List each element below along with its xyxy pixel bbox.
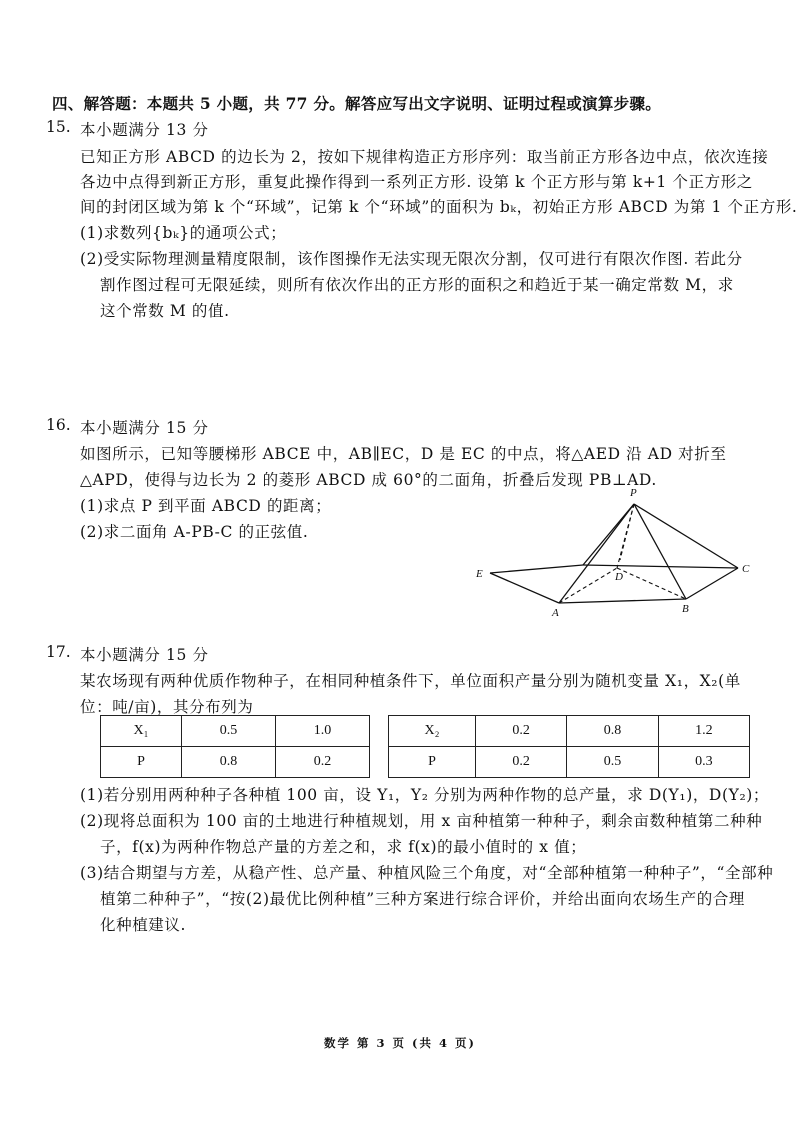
q15-sub2-line-1: (2)受实际物理测量精度限制，该作图操作无法实现无限次分割，仅可进行有限次作图. 若此分 bbox=[80, 250, 743, 268]
table-cell: 0.5 bbox=[182, 716, 276, 747]
edge-P-C bbox=[634, 504, 738, 568]
label-C: C bbox=[742, 563, 750, 575]
page-footer: 数学 第 3 页 (共 4 页) bbox=[324, 1036, 476, 1050]
label-P: P bbox=[630, 487, 637, 499]
edge-top-C bbox=[583, 565, 738, 568]
q16-title: 本小题满分 15 分 bbox=[80, 419, 209, 437]
table-row bbox=[101, 716, 370, 747]
hidden-edge-D-B bbox=[617, 568, 686, 599]
table-cell: X₁ bbox=[101, 716, 182, 747]
q17-line-1: 某农场现有两种优质作物种子，在相同种植条件下，单位面积产量分别为随机变量 X₁，X₂(单 bbox=[80, 672, 741, 690]
table-cell: 0.8 bbox=[182, 747, 276, 778]
q15-line-2: 各边中点得到新正方形，重复此操作得到一系列正方形. 设第 k 个正方形与第 k+1 个正方形之 bbox=[80, 173, 753, 191]
q16-sub2: (2)求二面角 A-PB-C 的正弦值. bbox=[80, 523, 309, 541]
q16-line-1: 如图所示，已知等腰梯形 ABCE 中，AB∥EC，D 是 EC 的中点，将△AED 沿 AD 对折至 bbox=[80, 445, 727, 463]
table-cell: P bbox=[101, 747, 182, 778]
table-cell: 0.8 bbox=[567, 716, 658, 747]
table-cell: X₂ bbox=[389, 716, 476, 747]
table-row bbox=[389, 747, 750, 778]
q17-sub3-line-3: 化种植建议. bbox=[100, 916, 187, 934]
q17-sub1: (1)若分别用两种种子各种植 100 亩，设 Y₁，Y₂ 分别为两种作物的总产量，求 D(Y₁)，D(Y₂)； bbox=[80, 786, 770, 804]
edge-P-B bbox=[634, 504, 686, 599]
hidden-edge-A-D bbox=[559, 568, 617, 603]
q17-sub3-line-1: (3)结合期望与方差，从稳产性、总产量、种植风险三个角度，对“全部种植第一种种子”，“全部种 bbox=[80, 864, 774, 882]
q17-sub2-line-2: 子，f(x)为两种作物总产量的方差之和，求 f(x)的最小值时的 x 值； bbox=[100, 838, 587, 856]
table-cell: P bbox=[389, 747, 476, 778]
table-cell: 0.5 bbox=[567, 747, 658, 778]
q15-sub2-line-2: 割作图过程可无限延续，则所有依次作出的正方形的面积之和趋近于某一确定常数 M，求 bbox=[100, 276, 734, 294]
q17-sub2-line-1: (2)现将总面积为 100 亩的土地进行种植规划，用 x 亩种植第一种种子，剩余亩数种植第二种种 bbox=[80, 812, 763, 830]
edge-P-A bbox=[559, 504, 634, 603]
section-heading: 四、解答题：本题共 5 小题，共 77 分。解答应写出文字说明、证明过程或演算步骤。 bbox=[52, 94, 662, 113]
table-row bbox=[101, 747, 370, 778]
edge-A-B bbox=[559, 599, 686, 603]
distribution-table-x1 bbox=[100, 715, 370, 778]
edge-B-C bbox=[686, 568, 738, 599]
table-cell: 1.2 bbox=[658, 716, 749, 747]
q15-line-1: 已知正方形 ABCD 的边长为 2，按如下规律构造正方形序列：取当前正方形各边中点，依次连接 bbox=[80, 148, 769, 166]
table-row bbox=[389, 716, 750, 747]
q15-line-3: 间的封闭区域为第 k 个“环域”，记第 k 个“环域”的面积为 bₖ，初始正方形 ABCD 为第 1 个正方形. bbox=[80, 198, 798, 216]
q15-title: 本小题满分 13 分 bbox=[80, 121, 209, 139]
q16-number: 16. bbox=[46, 416, 71, 434]
table-cell: 0.2 bbox=[476, 716, 567, 747]
q16-pyramid-figure bbox=[470, 482, 770, 622]
table-cell: 0.3 bbox=[658, 747, 749, 778]
q16-line-2: △APD，使得与边长为 2 的菱形 ABCD 成 60°的二面角，折叠后发现 PB⊥AD. bbox=[80, 471, 657, 489]
q16-sub1: (1)求点 P 到平面 ABCD 的距离； bbox=[80, 497, 332, 515]
q15-sub2-line-3: 这个常数 M 的值. bbox=[100, 302, 230, 320]
table-cell: 0.2 bbox=[276, 747, 370, 778]
q15-number: 15. bbox=[46, 118, 71, 136]
q17-title: 本小题满分 15 分 bbox=[80, 646, 209, 664]
q17-line-2: 位：吨/亩)，其分布列为 bbox=[80, 698, 254, 716]
table-cell: 0.2 bbox=[476, 747, 567, 778]
label-D: D bbox=[615, 571, 623, 583]
edge-E-A bbox=[490, 573, 559, 603]
q15-sub1: (1)求数列{bₖ}的通项公式； bbox=[80, 224, 287, 242]
edge-E-Dside bbox=[490, 565, 583, 573]
q17-number: 17. bbox=[46, 643, 71, 661]
q17-sub3-line-2: 植第二种种子”，“按(2)最优比例种植”三种方案进行综合评价，并给出面向农场生产的合理 bbox=[100, 890, 746, 908]
label-E: E bbox=[476, 568, 483, 580]
distribution-table-x2 bbox=[388, 715, 750, 778]
label-B: B bbox=[682, 603, 689, 615]
label-A: A bbox=[552, 607, 559, 619]
table-cell: 1.0 bbox=[276, 716, 370, 747]
